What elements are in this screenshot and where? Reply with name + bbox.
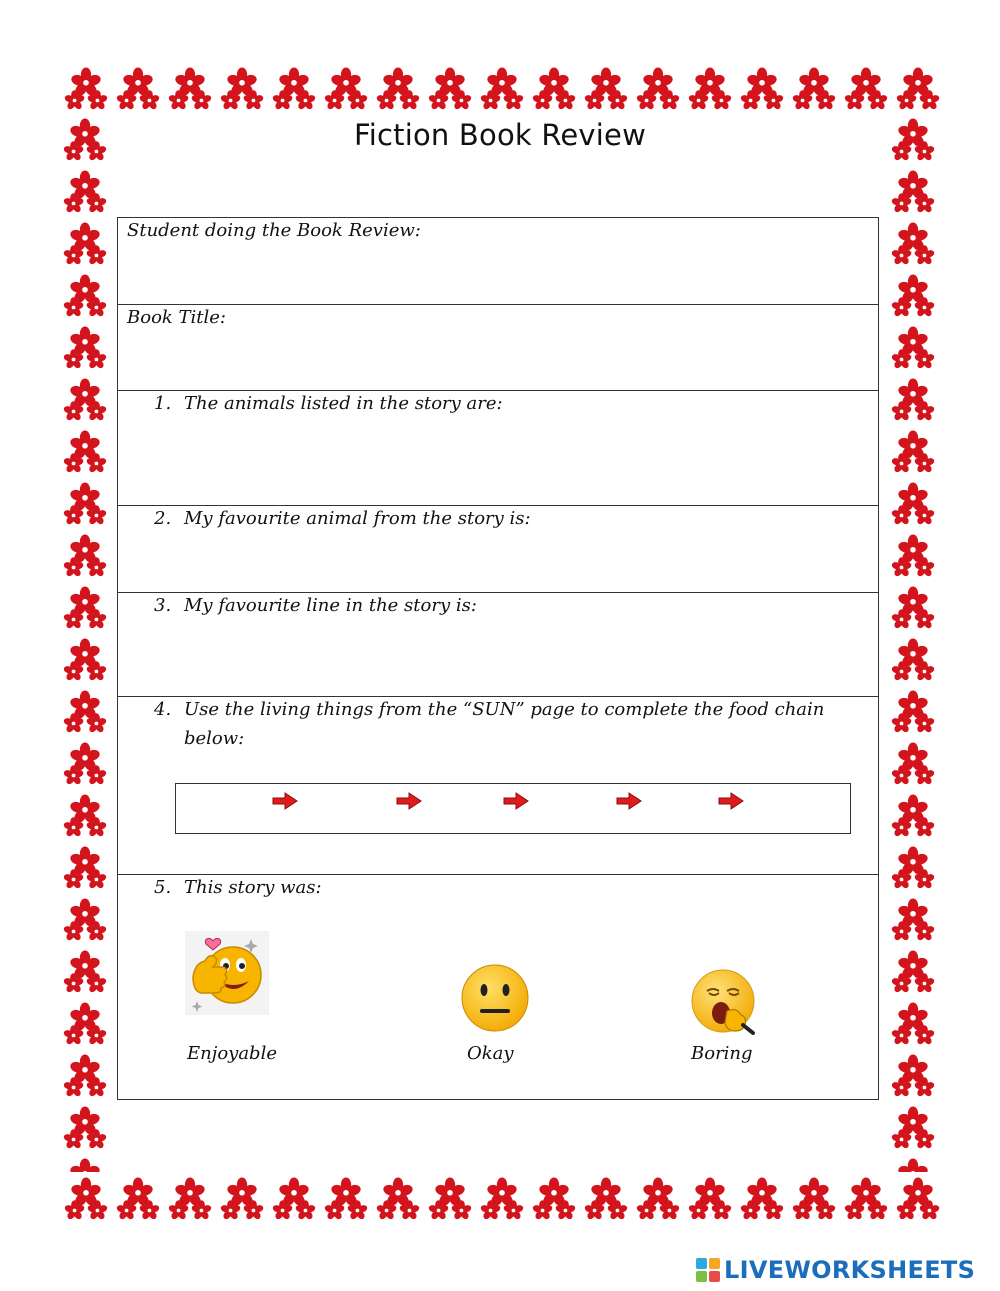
food-chain-box[interactable] bbox=[175, 783, 851, 834]
flower-icon bbox=[891, 795, 935, 838]
yawning-face-emoji-icon[interactable] bbox=[691, 969, 759, 1035]
student-label: Student doing the Book Review: bbox=[127, 220, 421, 241]
flower-icon bbox=[376, 1178, 420, 1221]
arrow-right-icon bbox=[272, 792, 298, 810]
flower-icon bbox=[844, 1178, 888, 1221]
floral-border-left bbox=[60, 114, 110, 1172]
question-number: 2. bbox=[154, 508, 172, 529]
flower-icon bbox=[63, 171, 107, 214]
flower-icon bbox=[63, 951, 107, 994]
student-row[interactable] bbox=[118, 218, 878, 305]
flower-icon bbox=[891, 379, 935, 422]
flower-icon bbox=[63, 639, 107, 682]
question-row-2[interactable] bbox=[118, 506, 878, 593]
flower-icon bbox=[63, 847, 107, 890]
flower-icon bbox=[324, 1178, 368, 1221]
question-text: My favourite animal from the story is: bbox=[184, 508, 531, 529]
flower-icon bbox=[891, 119, 935, 162]
question-row-5 bbox=[118, 875, 878, 1101]
flower-icon bbox=[116, 68, 160, 111]
flower-icon bbox=[896, 1178, 940, 1221]
flower-icon bbox=[220, 68, 264, 111]
flower-icon bbox=[688, 68, 732, 111]
page-title: Fiction Book Review bbox=[353, 118, 646, 152]
flower-icon bbox=[272, 68, 316, 111]
flower-icon bbox=[532, 1178, 576, 1221]
flower-icon bbox=[63, 1003, 107, 1046]
flower-icon bbox=[891, 171, 935, 214]
flower-icon bbox=[63, 275, 107, 318]
question-row-1[interactable] bbox=[118, 391, 878, 506]
thumbs-up-emoji-icon[interactable] bbox=[185, 931, 269, 1015]
flower-icon bbox=[688, 1178, 732, 1221]
flower-icon bbox=[891, 535, 935, 578]
flower-icon bbox=[792, 1178, 836, 1221]
liveworksheets-brand bbox=[696, 1256, 975, 1284]
arrow-right-icon bbox=[718, 792, 744, 810]
flower-icon bbox=[636, 68, 680, 111]
flower-icon bbox=[63, 483, 107, 526]
floral-border-right bbox=[888, 114, 938, 1172]
flower-icon bbox=[168, 68, 212, 111]
flower-icon bbox=[63, 379, 107, 422]
flower-icon bbox=[584, 68, 628, 111]
flower-icon bbox=[636, 1178, 680, 1221]
flower-icon bbox=[891, 1159, 935, 1172]
flower-icon bbox=[64, 68, 108, 111]
neutral-face-emoji-icon[interactable] bbox=[460, 963, 530, 1033]
flower-icon bbox=[64, 1178, 108, 1221]
flower-icon bbox=[63, 327, 107, 370]
flower-icon bbox=[891, 587, 935, 630]
rating-label-okay: Okay bbox=[467, 1043, 514, 1064]
flower-icon bbox=[63, 795, 107, 838]
flower-icon bbox=[532, 68, 576, 111]
flower-icon bbox=[63, 535, 107, 578]
brand-name: LIVEWORKSHEETS bbox=[724, 1256, 976, 1284]
flower-icon bbox=[844, 68, 888, 111]
flower-icon bbox=[891, 431, 935, 474]
flower-icon bbox=[891, 951, 935, 994]
question-number: 1. bbox=[154, 393, 172, 414]
flower-icon bbox=[324, 68, 368, 111]
flower-icon bbox=[740, 68, 784, 111]
question-number: 4. bbox=[154, 699, 172, 720]
question-text: The animals listed in the story are: bbox=[184, 393, 503, 414]
question-number: 5. bbox=[154, 877, 172, 898]
flower-icon bbox=[480, 68, 524, 111]
book-title-row[interactable] bbox=[118, 305, 878, 391]
arrow-right-icon bbox=[616, 792, 642, 810]
flower-icon bbox=[792, 68, 836, 111]
flower-icon bbox=[63, 691, 107, 734]
flower-icon bbox=[584, 1178, 628, 1221]
floral-border-bottom bbox=[60, 1172, 940, 1226]
question-text: Use the living things from the “SUN” page to complete the food chain below: bbox=[184, 699, 825, 749]
flower-icon bbox=[891, 223, 935, 266]
flower-icon bbox=[63, 1107, 107, 1150]
flower-icon bbox=[891, 1003, 935, 1046]
flower-icon bbox=[891, 639, 935, 682]
arrow-right-icon bbox=[396, 792, 422, 810]
flower-icon bbox=[272, 1178, 316, 1221]
flower-icon bbox=[891, 275, 935, 318]
flower-icon bbox=[891, 1107, 935, 1150]
arrow-right-icon bbox=[503, 792, 529, 810]
flower-icon bbox=[63, 119, 107, 162]
flower-icon bbox=[896, 68, 940, 111]
liveworksheets-logo-icon bbox=[696, 1258, 720, 1282]
flower-icon bbox=[63, 1055, 107, 1098]
flower-icon bbox=[480, 1178, 524, 1221]
flower-icon bbox=[428, 68, 472, 111]
rating-label-boring: Boring bbox=[691, 1043, 753, 1064]
flower-icon bbox=[891, 691, 935, 734]
review-form bbox=[117, 217, 879, 1100]
flower-icon bbox=[891, 327, 935, 370]
flower-icon bbox=[376, 68, 420, 111]
flower-icon bbox=[220, 1178, 264, 1221]
flower-icon bbox=[63, 223, 107, 266]
flower-icon bbox=[63, 899, 107, 942]
question-number: 3. bbox=[154, 595, 172, 616]
question-row-4 bbox=[118, 697, 878, 875]
flower-icon bbox=[891, 899, 935, 942]
flower-icon bbox=[891, 847, 935, 890]
flower-icon bbox=[116, 1178, 160, 1221]
floral-border-top bbox=[60, 64, 940, 114]
question-text: This story was: bbox=[184, 877, 322, 898]
flower-icon bbox=[63, 743, 107, 786]
flower-icon bbox=[891, 743, 935, 786]
flower-icon bbox=[168, 1178, 212, 1221]
question-row-3[interactable] bbox=[118, 593, 878, 697]
flower-icon bbox=[63, 587, 107, 630]
flower-icon bbox=[63, 1159, 107, 1172]
flower-icon bbox=[740, 1178, 784, 1221]
rating-label-enjoyable: Enjoyable bbox=[187, 1043, 277, 1064]
book-title-label: Book Title: bbox=[127, 307, 226, 328]
flower-icon bbox=[891, 483, 935, 526]
flower-icon bbox=[63, 431, 107, 474]
question-text: My favourite line in the story is: bbox=[184, 595, 477, 616]
flower-icon bbox=[428, 1178, 472, 1221]
flower-icon bbox=[891, 1055, 935, 1098]
